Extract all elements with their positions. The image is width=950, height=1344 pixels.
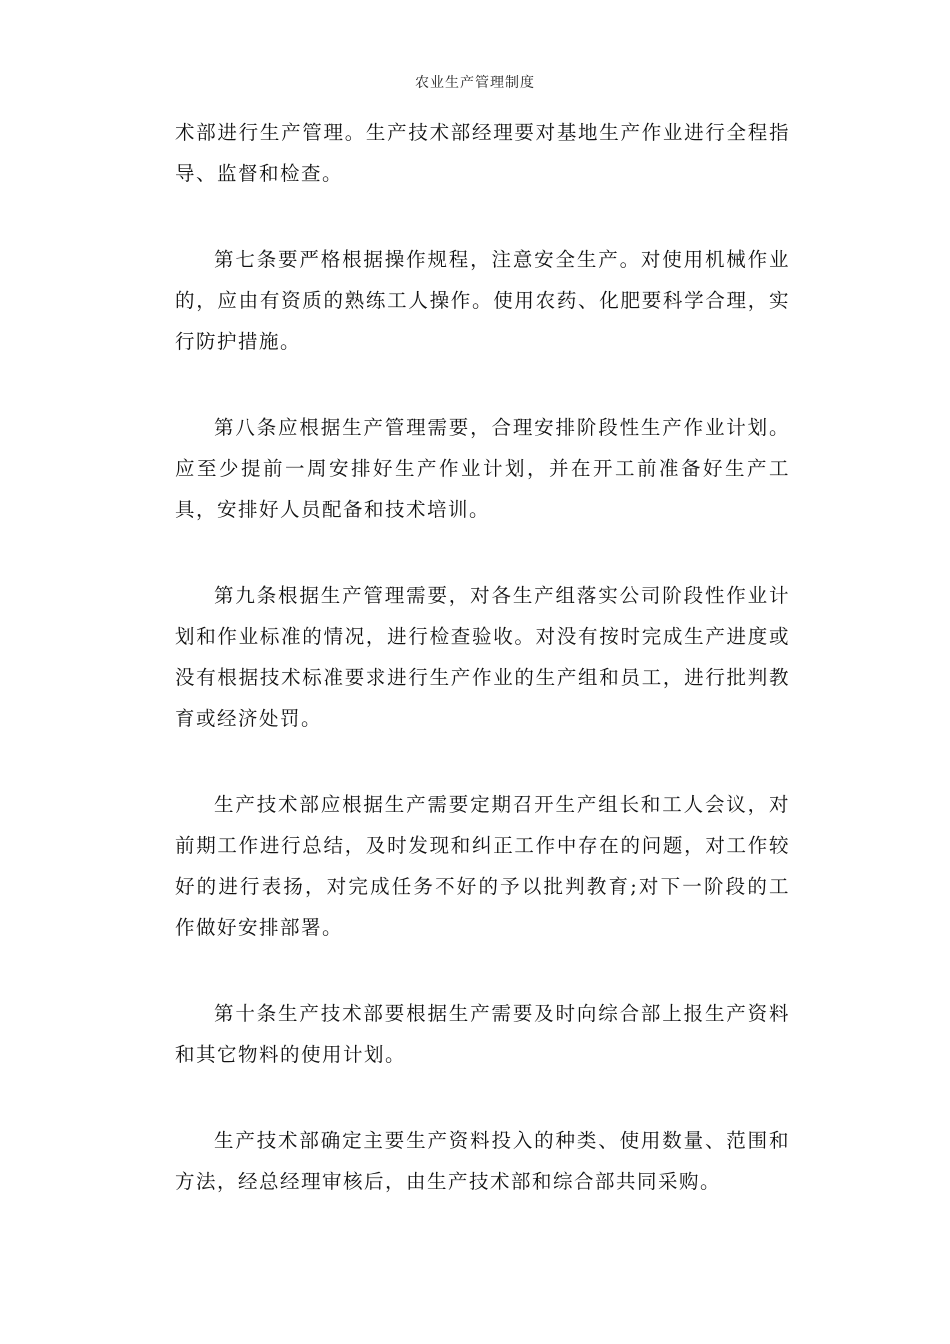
- paragraph-article-8: 第八条应根据生产管理需要，合理安排阶段性生产作业计划。应至少提前一周安排好生产作业计划，并在开工前准备好生产工具，安排好人员配备和技术培训。: [175, 416, 790, 521]
- paragraph-article-10: 第十条生产技术部要根据生产需要及时向综合部上报生产资料和其它物料的使用计划。: [175, 1002, 790, 1066]
- paragraph-procurement: 生产技术部确定主要生产资料投入的种类、使用数量、范围和方法，经总经理审核后，由生产技术部和综合部共同采购。: [175, 1129, 790, 1193]
- document-body: [175, 112, 790, 1247]
- paragraph-article-9: 第九条根据生产管理需要，对各生产组落实公司阶段性作业计划和作业标准的情况，进行检查验收。对没有按时完成生产进度或没有根据技术标准要求进行生产作业的生产组和员工，进行批判教育或经济处罚。: [175, 584, 790, 730]
- paragraph-meetings: 生产技术部应根据生产需要定期召开生产组长和工人会议，对前期工作进行总结，及时发现和纠正工作中存在的问题，对工作较好的进行表扬，对完成任务不好的予以批判教育;对下一阶段的工作做好安排部署。: [175, 793, 790, 939]
- paragraph-continuation: 术部进行生产管理。生产技术部经理要对基地生产作业进行全程指导、监督和检查。: [175, 121, 790, 185]
- page-header-title: 农业生产管理制度: [415, 75, 535, 91]
- paragraph-article-7: 第七条要严格根据操作规程，注意安全生产。对使用机械作业的，应由有资质的熟练工人操作。使用农药、化肥要科学合理，实行防护措施。: [175, 248, 790, 353]
